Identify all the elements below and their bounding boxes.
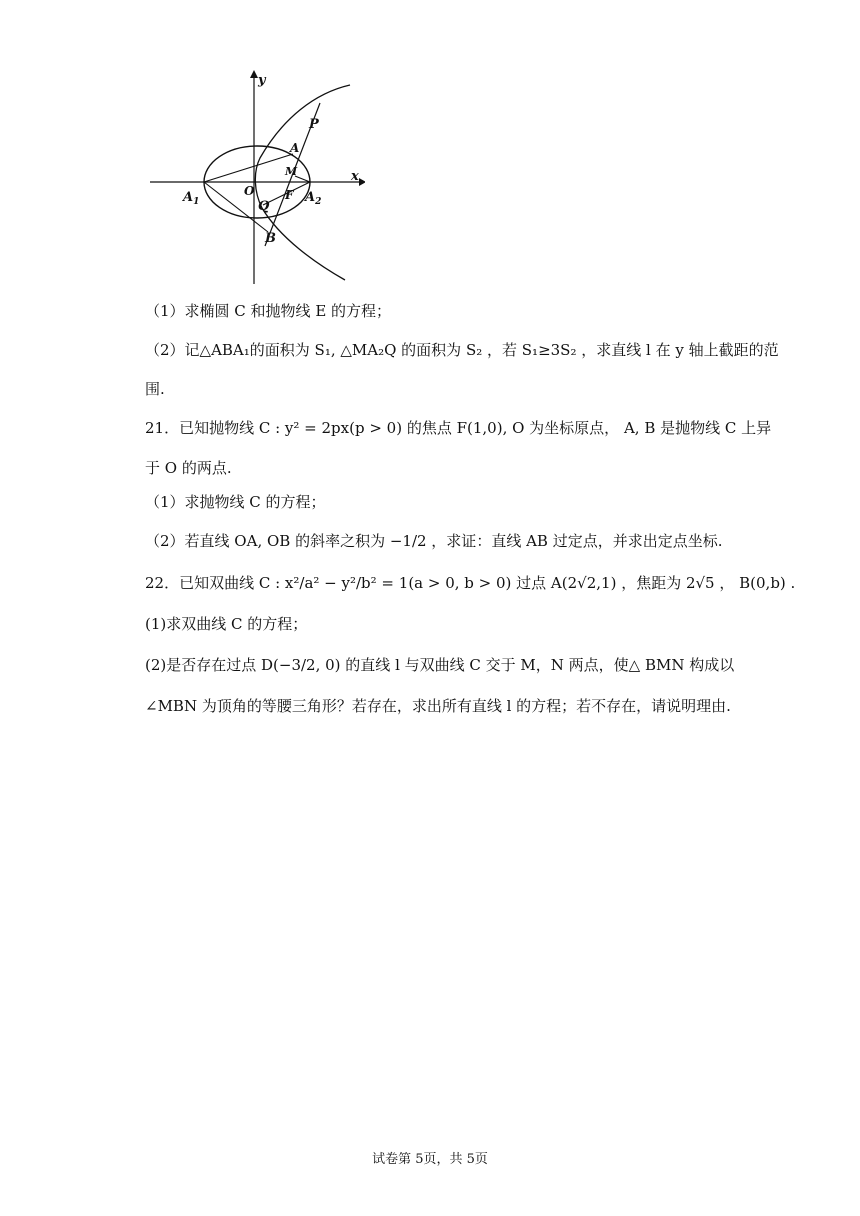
q22-part1: (1)求双曲线 C 的方程； [145,615,308,633]
q22-part2-line1: (2)是否存在过点 D(−3/2, 0) 的直线 l 与双曲线 C 交于 M，N 两点，使△ BMN 构成以 [145,656,735,674]
label-P: P [309,117,319,132]
label-B: B [265,231,276,246]
ellipse-parabola-diagram [145,68,365,290]
q21-stem-line2: 于 O 的两点. [145,459,232,477]
q20-part2-line1: （2）记△ABA₁的面积为 S₁, △MA₂Q 的面积为 S₂ ，若 S₁≥3S₂ ，求直线 l 在 y 轴上截距的范 [145,341,779,359]
label-y: y [258,73,266,88]
q21-part1: （1）求抛物线 C 的方程； [145,493,326,511]
label-M: M [285,165,298,178]
q22-stem: 22．已知双曲线 C : x²/a² − y²/b² = 1(a > 0, b > 0) 过点 A(2√2,1) ，焦距为 2√5 ， B(0,b) . [145,574,796,592]
label-Q: Q [258,199,270,214]
label-F: F [285,188,294,202]
segment-M-A2 [295,176,310,182]
label-x: x [351,169,359,184]
x-axis-arrow [359,178,365,186]
label-A2: $A_2$ [305,190,322,207]
q22-part2-line2: ∠MBN 为顶角的等腰三角形？若存在，求出所有直线 l 的方程；若不存在，请说明理由. [145,697,731,715]
y-axis-arrow [250,70,258,78]
q20-part2-line2: 围. [145,380,165,398]
page-footer: 试卷第 5页，共 5页 [372,1152,488,1167]
label-A1: $A_1$ [183,190,200,207]
q21-part2: （2）若直线 OA, OB 的斜率之积为 −1/2 ，求证：直线 AB 过定点，并求出定点坐标. [145,532,723,550]
label-O: O [244,184,255,198]
geometry-figure [145,68,365,290]
q20-part1: （1）求椭圆 C 和抛物线 E 的方程； [145,302,392,320]
label-A: A [290,141,300,155]
q21-stem-line1: 21．已知抛物线 C : y² = 2px(p > 0) 的焦点 F(1,0), O 为坐标原点， A, B 是抛物线 C 上异 [145,419,772,437]
